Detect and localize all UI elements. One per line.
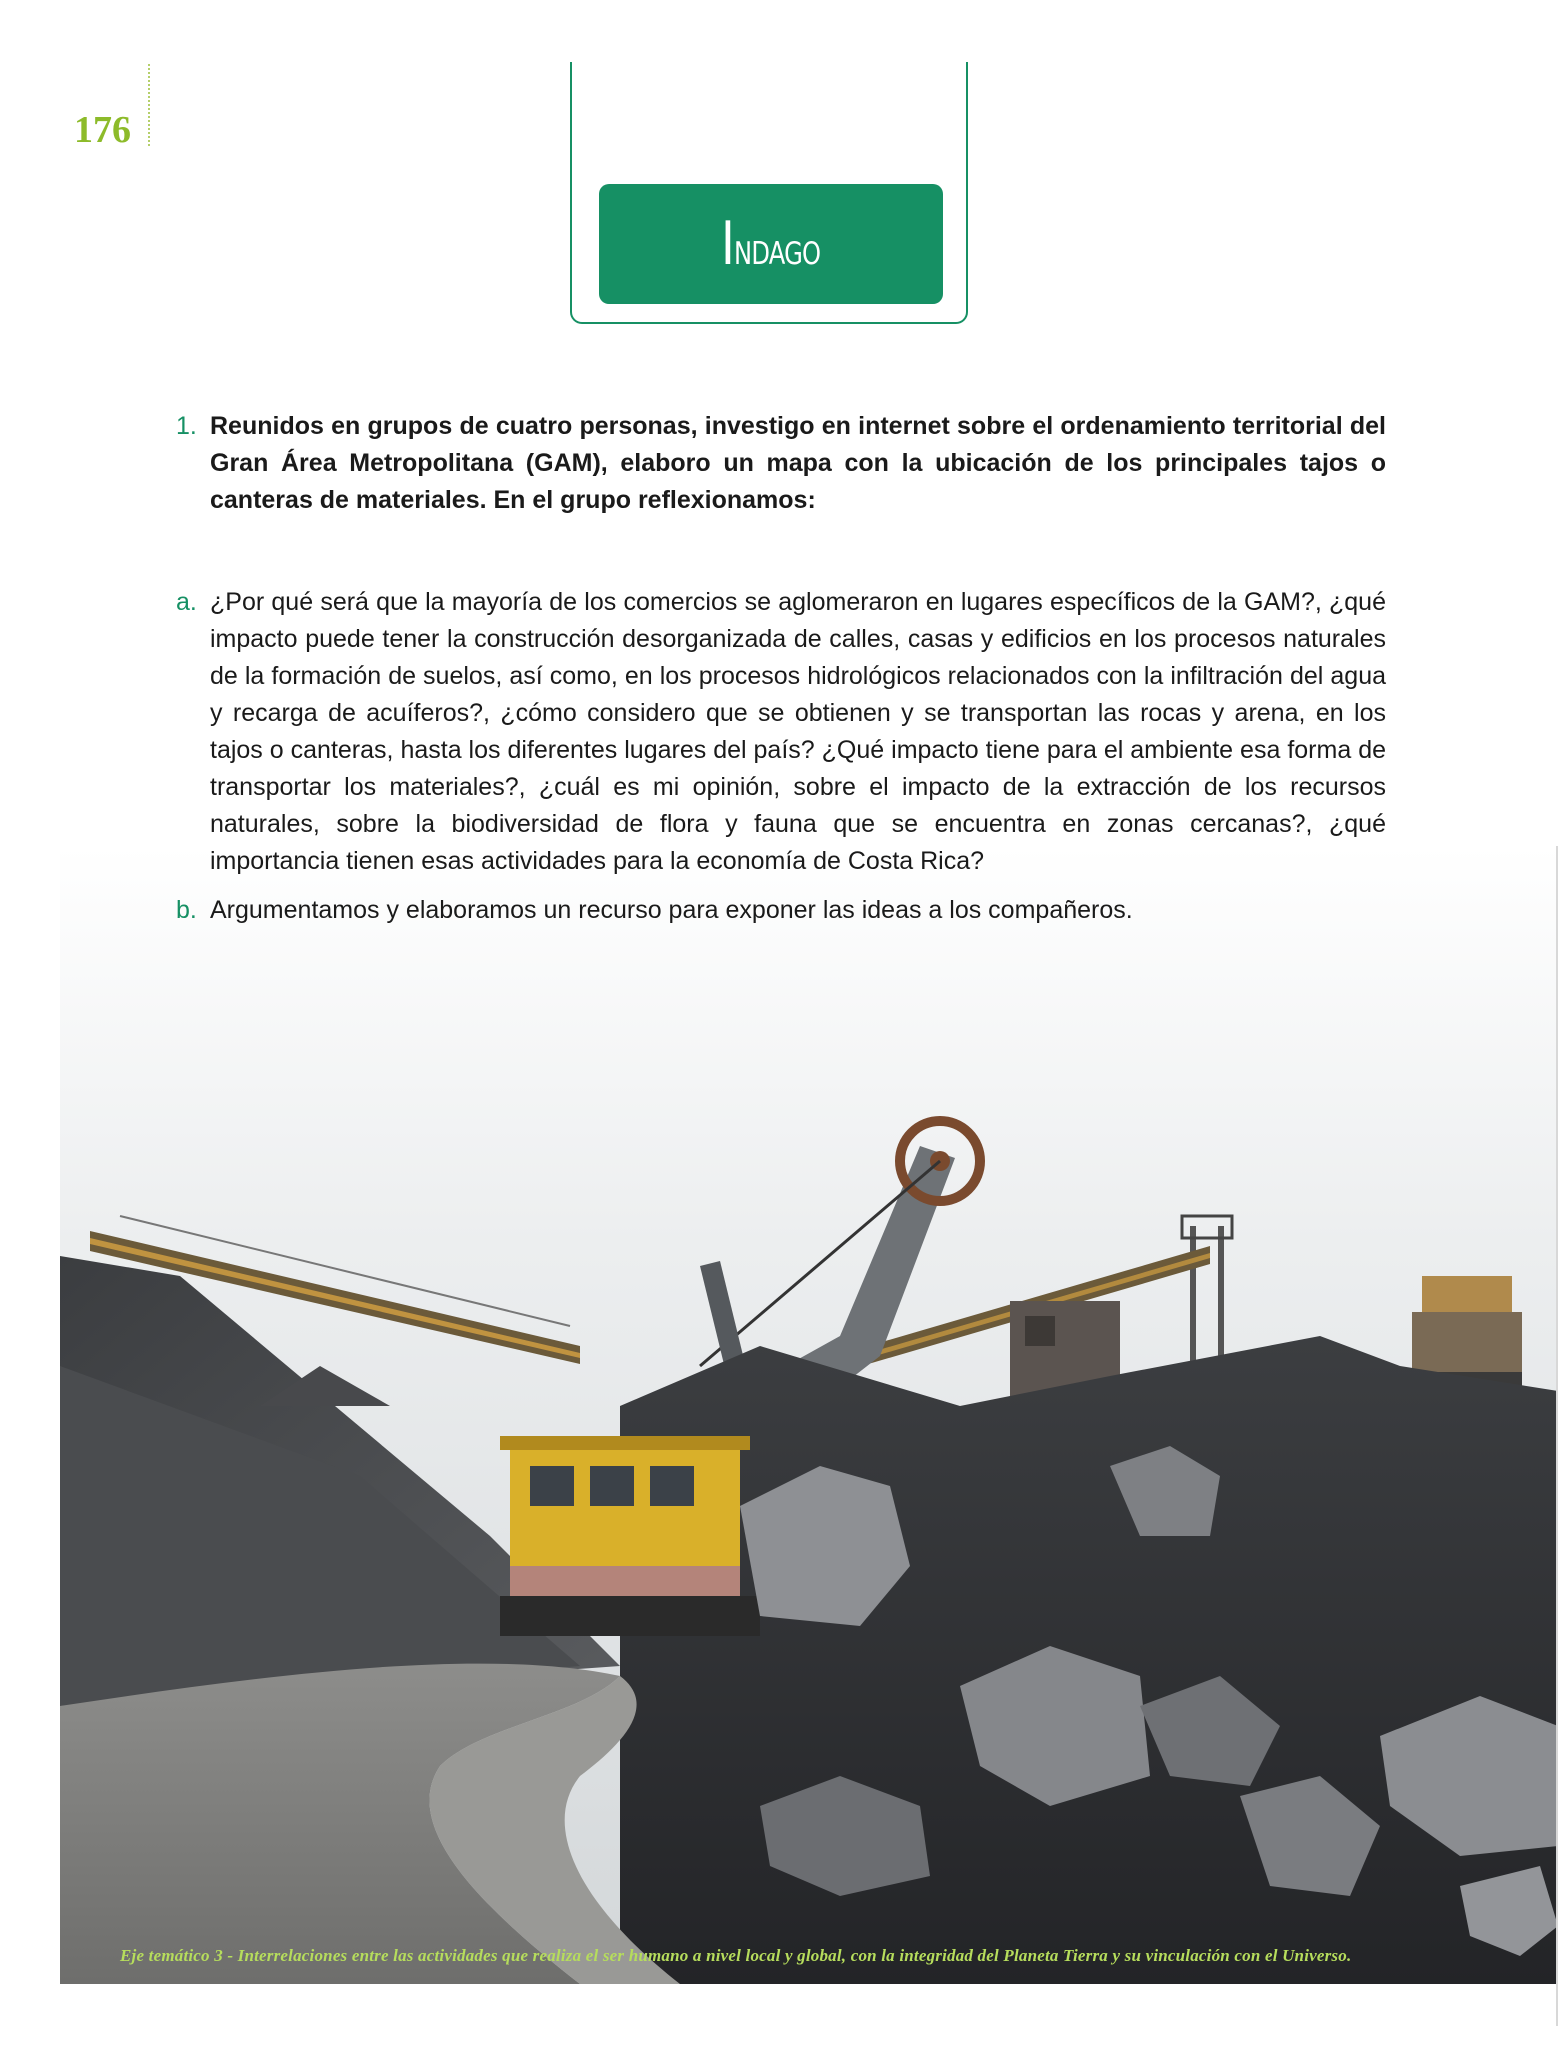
item-a-text: ¿Por qué será que la mayoría de los comercios se aglomeraron en lugares específicos de la GAM?, ¿qué impacto puede tener la construcción desorganizada de calles, casas y edificios en los procesos naturales de la formación de suelos, así como, en los procesos hidrológicos relacionados con la infiltración del agua y recarga de acuíferos?, ¿cómo considero que se obtienen y se transportan las rocas y arena, en los tajos o canteras, hasta los diferentes lugares del país? ¿Qué impacto tiene para el ambiente esa forma de transportar los materiales?, ¿cuál es mi opinión, sobre el impacto de la extracción de los recursos naturales, sobre la biodiversidad de flora y fauna que se encuentra en zonas cercanas?, ¿qué importancia tienen esas actividades para la economía de Costa Rica? [210,588,1386,875]
page-number-divider [148,64,150,146]
page-number: 176 [74,109,131,151]
quarry-photo [60,846,1558,1984]
item-b-marker: b. [176,896,197,924]
item-b-text: Argumentamos y elaboramos un recurso para exponer las ideas a los compañeros. [210,896,1133,924]
activity-content [176,408,1386,929]
section-badge [599,184,943,304]
item-1-marker: 1. [176,412,197,440]
activity-item-b [176,892,1386,929]
activity-item-1 [176,408,1386,519]
page-edge-line [1556,846,1558,2026]
activity-item-a [176,584,1386,880]
item-a-marker: a. [176,588,197,616]
item-1-text: Reunidos en grupos de cuatro personas, investigo en internet sobre el ordenamiento territorial del Gran Área Metropolitana (GAM), elaboro un mapa con la ubicación de los principales tajos o canteras de materiales. En el grupo reflexionamos: [210,412,1386,514]
section-header-frame [570,62,968,324]
section-title: Indago [721,209,821,279]
footer-caption: Eje temático 3 - Interrelaciones entre las actividades que realiza el ser humano a nivel local y global, con la integridad del Planeta Tierra y su vinculación con el Universo. [120,1946,1352,1965]
